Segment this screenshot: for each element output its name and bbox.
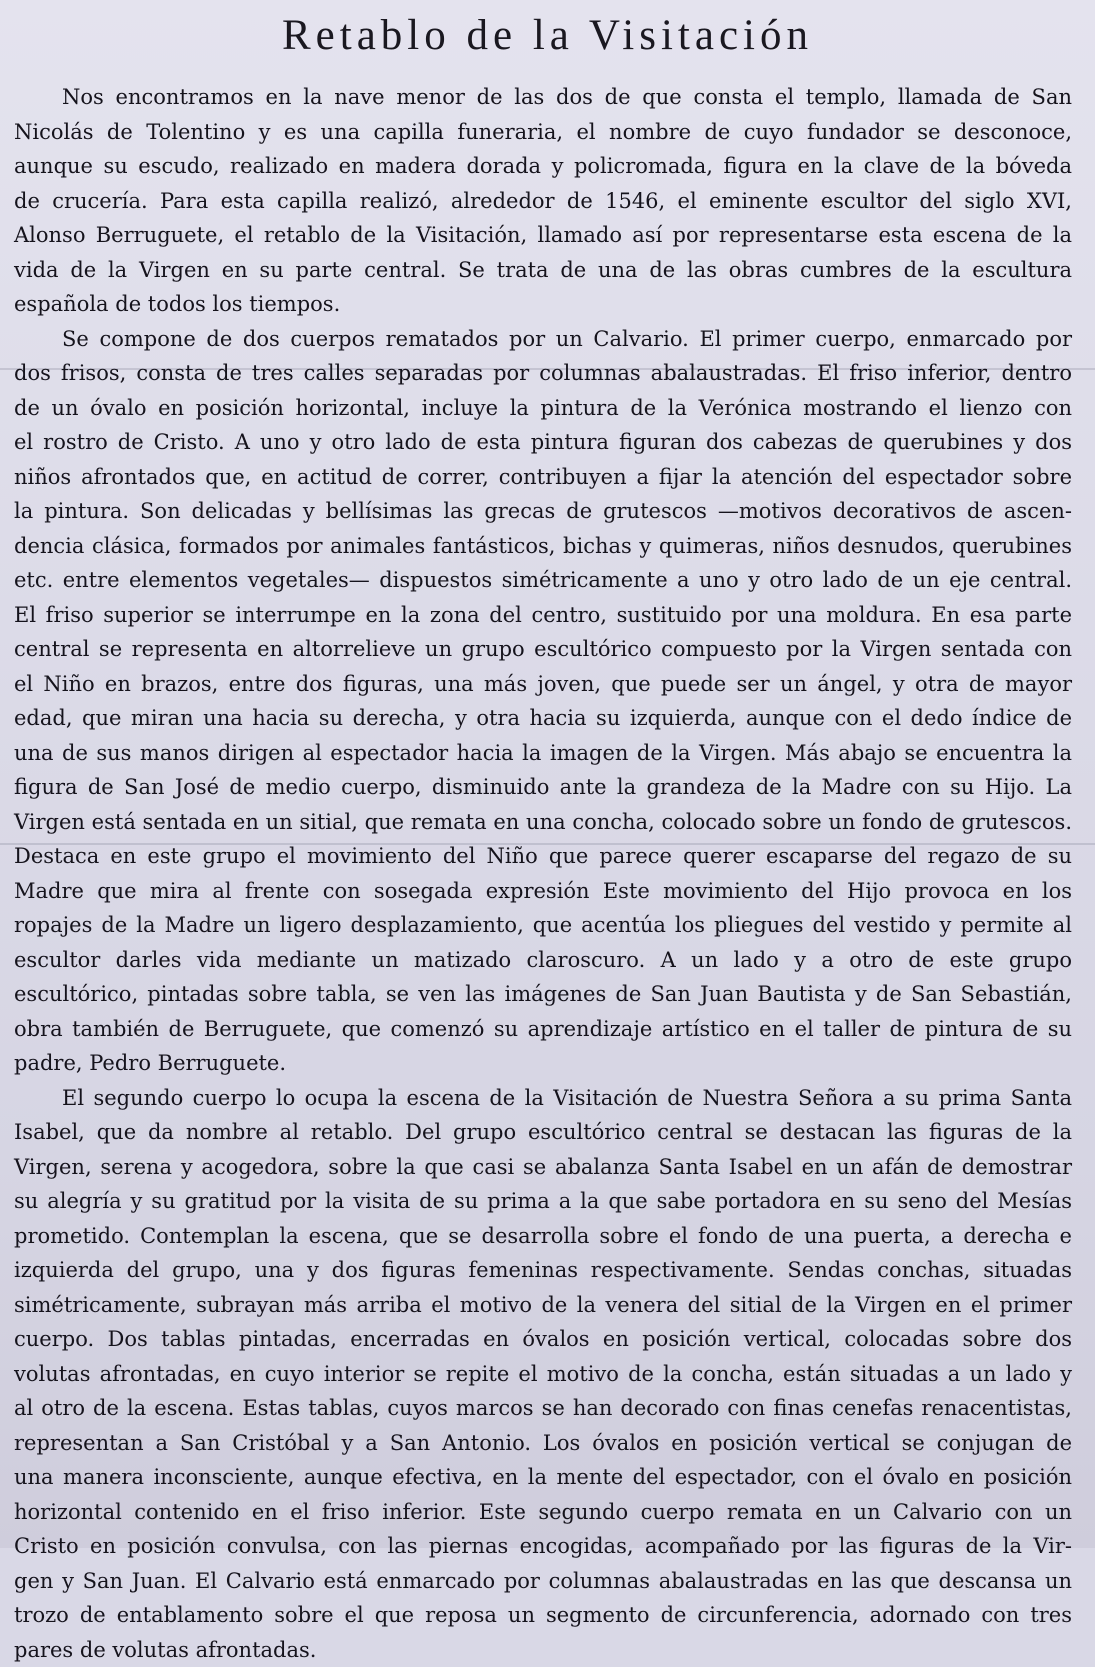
- text-line: Alonso Berruguete, el retablo de la Visitación, llamado así por representarse esta escena de la: [14, 218, 1072, 253]
- text-line: el Niño en brazos, entre dos figuras, una más joven, que puede ser un ángel, y otra de mayor: [14, 667, 1072, 702]
- text-line: gen y San Juan. El Calvario está enmarcado por columnas abalaustradas en las que descansa un: [14, 1564, 1072, 1599]
- text-line: izquierda del grupo, una y dos figuras femeninas respectivamente. Sendas conchas, situadas: [14, 1253, 1072, 1288]
- text-line: El friso superior se interrumpe en la zona del centro, sustituido por una moldura. En esa parte: [14, 598, 1072, 633]
- text-line: simétricamente, subrayan más arriba el motivo de la venera del sitial de la Virgen en el primer: [14, 1288, 1072, 1323]
- text-line: dencia clásica, formados por animales fantásticos, bichas y quimeras, niños desnudos, querubines: [14, 529, 1072, 564]
- text-line: prometido. Contemplan la escena, que se desarrolla sobre el fondo de una puerta, a derecha e: [14, 1219, 1072, 1254]
- text-line: Virgen, serena y acogedora, sobre la que casi se abalanza Santa Isabel en un afán de demostrar: [14, 1150, 1072, 1185]
- text-line: Se compone de dos cuerpos rematados por un Calvario. El primer cuerpo, enmarcado por: [14, 322, 1072, 357]
- text-line: pares de volutas afrontadas.: [14, 1633, 1072, 1667]
- text-line: trozo de entablamento sobre el que reposa un segmento de circunferencia, adornado con tres: [14, 1598, 1072, 1633]
- text-line: el rostro de Cristo. A uno y otro lado de esta pintura figuran dos cabezas de querubines y dos: [14, 425, 1072, 460]
- text-line: de un óvalo en posición horizontal, incluye la pintura de la Verónica mostrando el lienzo con: [14, 391, 1072, 426]
- text-line: etc. entre elementos vegetales— dispuestos simétricamente a uno y otro lado de un eje central.: [14, 563, 1072, 598]
- text-line: al otro de la escena. Estas tablas, cuyos marcos se han decorado con finas cenefas renacentistas,: [14, 1391, 1072, 1426]
- text-line: Madre que mira al frente con sosegada expresión Este movimiento del Hijo provoca en los: [14, 874, 1072, 909]
- text-line: vida de la Virgen en su parte central. Se trata de una de las obras cumbres de la escultura: [14, 253, 1072, 288]
- text-line: de crucería. Para esta capilla realizó, alrededor de 1546, el eminente escultor del siglo XVI,: [14, 184, 1072, 219]
- text-line: escultórico, pintadas sobre tabla, se ven las imágenes de San Juan Bautista y de San Sebastián,: [14, 977, 1072, 1012]
- text-line: una de sus manos dirigen al espectador hacia la imagen de la Virgen. Más abajo se encuentra la: [14, 736, 1072, 771]
- text-line: edad, que miran una hacia su derecha, y otra hacia su izquierda, aunque con el dedo índice de: [14, 701, 1072, 736]
- text-line: padre, Pedro Berruguete.: [14, 1046, 1072, 1081]
- text-line: aunque su escudo, realizado en madera dorada y policromada, figura en la clave de la bóveda: [14, 149, 1072, 184]
- text-line: Isabel, que da nombre al retablo. Del grupo escultórico central se destacan las figuras de la: [14, 1115, 1072, 1150]
- text-line: Destaca en este grupo el movimiento del Niño que parece querer escaparse del regazo de su: [14, 839, 1072, 874]
- text-line: figura de San José de medio cuerpo, disminuido ante la grandeza de la Madre con su Hijo. La: [14, 770, 1072, 805]
- text-line: volutas afrontadas, en cuyo interior se repite el motivo de la concha, están situadas a un lado y: [14, 1357, 1072, 1392]
- text-line: española de todos los tiempos.: [14, 287, 1072, 322]
- body-text: [14, 80, 1072, 1667]
- text-line: escultor darles vida mediante un matizado claroscuro. A un lado y a otro de este grupo: [14, 943, 1072, 978]
- text-line: Virgen está sentada en un sitial, que remata en una concha, colocado sobre un fondo de grutescos.: [14, 805, 1072, 840]
- text-line: cuerpo. Dos tablas pintadas, encerradas en óvalos en posición vertical, colocadas sobre dos: [14, 1322, 1072, 1357]
- text-line: obra también de Berruguete, que comenzó su aprendizaje artístico en el taller de pintura de su: [14, 1012, 1072, 1047]
- text-line: niños afrontados que, en actitud de correr, contribuyen a fijar la atención del espectador sobre: [14, 460, 1072, 495]
- text-line: la pintura. Son delicadas y bellísimas las grecas de grutescos —motivos decorativos de ascen-: [14, 494, 1072, 529]
- text-line: Cristo en posición convulsa, con las piernas encogidas, acompañado por las figuras de la Vir-: [14, 1529, 1072, 1564]
- text-line: El segundo cuerpo lo ocupa la escena de la Visitación de Nuestra Señora a su prima Santa: [14, 1081, 1072, 1116]
- text-line: dos frisos, consta de tres calles separadas por columnas abalaustradas. El friso inferior, dentro: [14, 356, 1072, 391]
- text-line: una manera inconsciente, aunque efectiva, en la mente del espectador, con el óvalo en posición: [14, 1460, 1072, 1495]
- text-line: Nicolás de Tolentino y es una capilla funeraria, el nombre de cuyo fundador se desconoce,: [14, 115, 1072, 150]
- text-line: Nos encontramos en la nave menor de las dos de que consta el templo, llamada de San: [14, 80, 1072, 115]
- text-line: ropajes de la Madre un ligero desplazamiento, que acentúa los pliegues del vestido y permite al: [14, 908, 1072, 943]
- page-title: Retablo de la Visitación: [0, 8, 1095, 64]
- text-line: central se representa en altorrelieve un grupo escultórico compuesto por la Virgen sentada con: [14, 632, 1072, 667]
- text-line: representan a San Cristóbal y a San Antonio. Los óvalos en posición vertical se conjugan de: [14, 1426, 1072, 1461]
- text-line: su alegría y su gratitud por la visita de su prima a la que sabe portadora en su seno del Mesías: [14, 1184, 1072, 1219]
- text-line: horizontal contenido en el friso inferior. Este segundo cuerpo remata en un Calvario con un: [14, 1495, 1072, 1530]
